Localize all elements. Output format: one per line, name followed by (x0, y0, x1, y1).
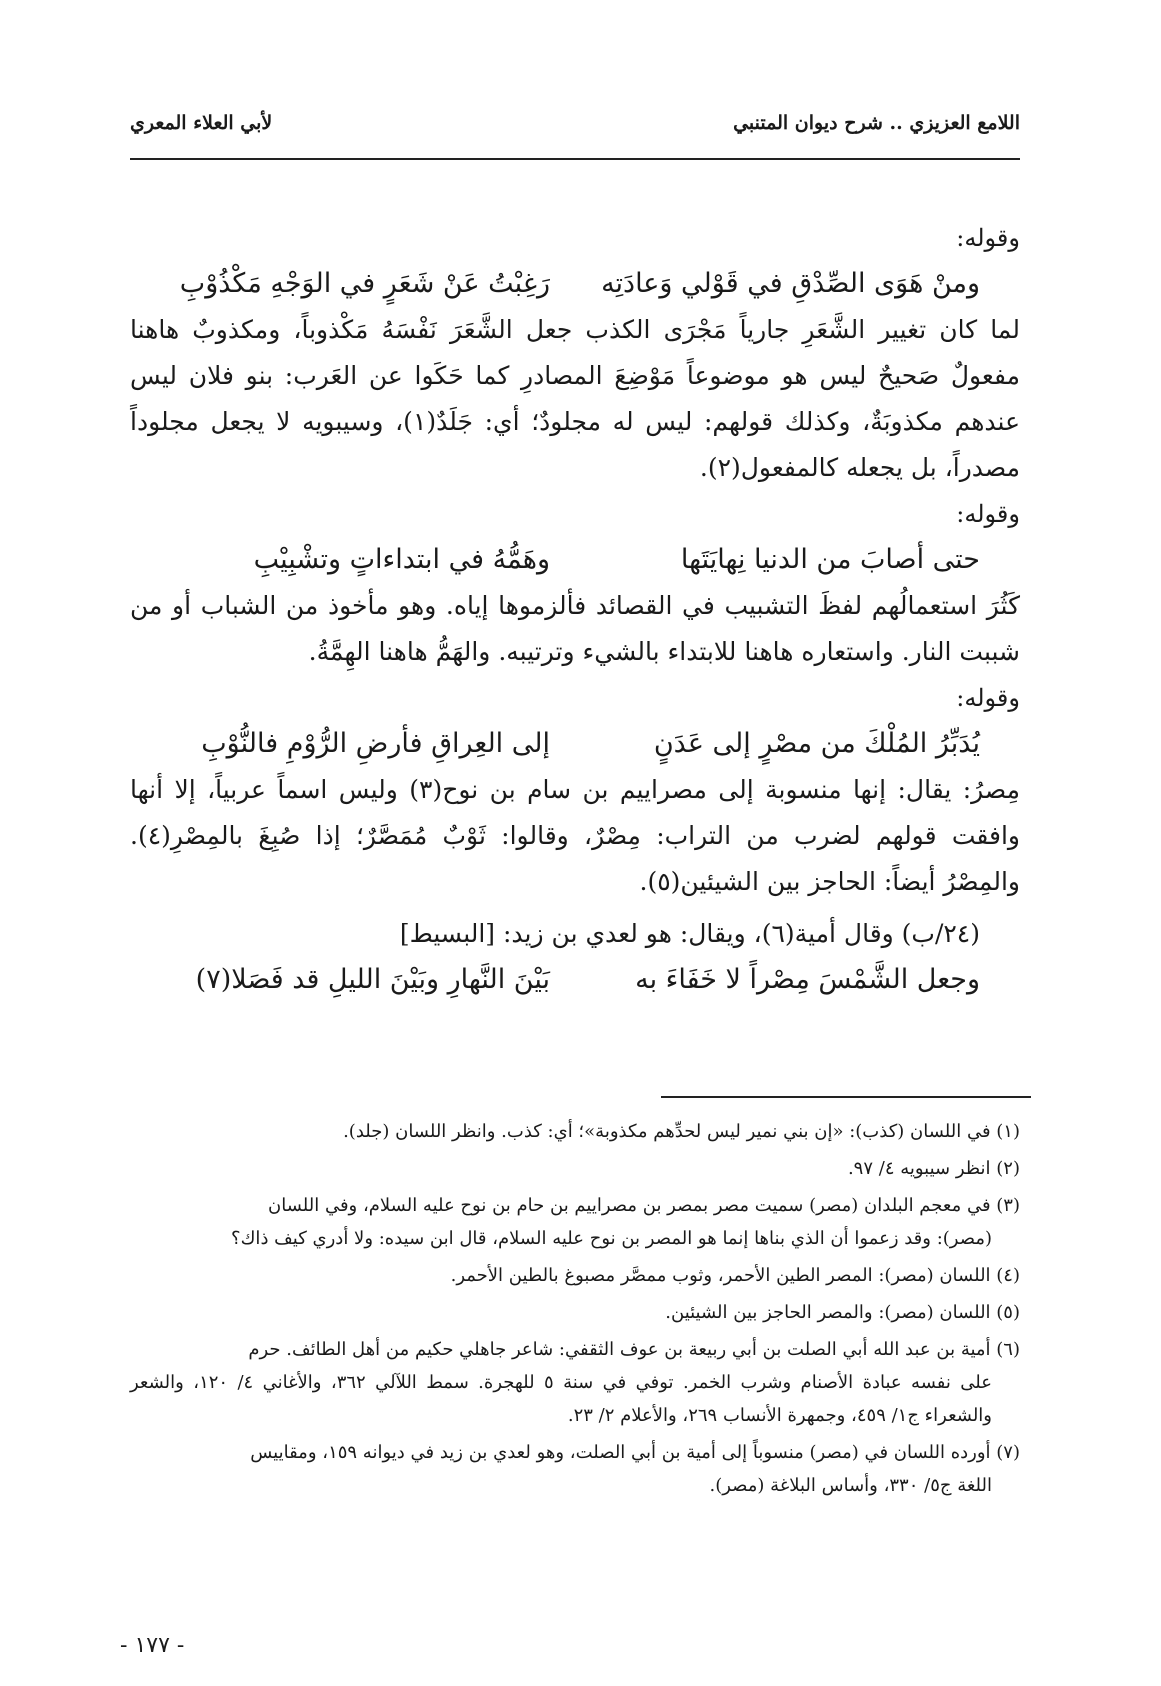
main-text (130, 215, 1020, 1003)
page-number: - ١٧٧ - (120, 1633, 185, 1658)
commentary-3: مِصرُ: يقال: إنها منسوبة إلى مصراييم بن سام بن نوح(٣) وليس اسماً عربياً، إلا أنها وافقت قولهم لضرب من التراب: مِصْرٌ، وقالوا: ثَوْبٌ مُمَصَّرٌ؛ إذا صُبِغَ بالمِصْرِ(٤). والمِصْرُ أيضاً: الحاجز بين الشيئين(٥). (130, 775, 1020, 896)
book-title: اللامع العزيزي .. شرح ديوان المتنبي (733, 112, 1020, 134)
footnote-6-text: (٦) أمية بن عبد الله أبي الصلت بن أبي ربيعة بن عوف الثقفي: شاعر جاهلي حكيم من أهل الطائف. حرم (248, 1339, 1020, 1360)
verse-4-second-hemistich: بَيْنَ النَّهارِ وبَيْنَ الليلِ قد فَصَلا(٧) (195, 964, 550, 995)
footnote-5 (130, 1296, 1020, 1329)
page-header (130, 112, 1020, 152)
verse-1-second-hemistich: رَغِبْتُ عَنْ شَعَرٍ في الوَجْهِ مَكْذُوْبِ (179, 268, 550, 299)
footnote-4-text: (٤) اللسان (مصر): المصر الطين الأحمر، وثوب ممصَّر مصبوغ بالطين الأحمر. (450, 1265, 1020, 1286)
header-divider (130, 158, 1020, 160)
verse-1 (130, 261, 980, 307)
footnote-7 (130, 1436, 1020, 1502)
footnote-3-continuation: (مصر): وقد زعموا أن الذي بناها إنما هو المصر بن نوح عليه السلام، قال ابن سيده: ولا أدري كيف ذاك؟ (231, 1228, 992, 1249)
footnotes (130, 1115, 1020, 1506)
commentary-2: كَثُرَ استعمالُهم لفظَ التشبيب في القصائد فألزموها إياه. وهو مأخوذ من الشباب أو من شببت النار. واستعاره هاهنا للابتداء بالشيء وترتيبه. والهَمُّ هاهنا الهِمَّةُ. (130, 591, 1020, 666)
footnote-1 (130, 1115, 1020, 1148)
footnote-3-text: (٣) في معجم البلدان (مصر) سميت مصر بمصر بن مصراييم بن حام بن نوح عليه السلام، وفي اللسان (268, 1195, 1020, 1216)
footnote-1-text: (١) في اللسان (كذب): «إن بني نمير ليس لحدِّهم مكذوبة»؛ أي: كذب. وانظر اللسان (جلد). (343, 1121, 1020, 1142)
footnote-6 (130, 1333, 1020, 1432)
verse-1-first-hemistich: ومنْ هَوَى الصِّدْقِ في قَوْلي وَعادَتِه (601, 268, 980, 299)
verse-3-second-hemistich: إلى العِراقِ فأرضِ الرُّوْمِ فالنُّوْبِ (201, 728, 550, 759)
footnote-7-continuation: اللغة ج٥/ ٣٣٠، وأساس البلاغة (مصر). (709, 1475, 992, 1496)
footnote-5-text: (٥) اللسان (مصر): والمصر الحاجز بين الشيئين. (665, 1302, 1020, 1323)
qawl-label-3: وقوله: (956, 684, 1020, 712)
verse-2 (130, 537, 980, 583)
footnote-2-text: (٢) انظر سيبويه ٤/ ٩٧. (847, 1158, 1020, 1179)
verse-2-first-hemistich: حتى أصابَ من الدنيا نِهايَتَها (680, 544, 980, 575)
qawl-label-1: وقوله: (956, 224, 1020, 252)
verse-4 (130, 957, 980, 1003)
verse-4-first-hemistich: وجعل الشَّمْسَ مِصْراً لا خَفَاءَ به (635, 964, 980, 995)
footnote-7-text: (٧) أورده اللسان في (مصر) منسوباً إلى أمية بن أبي الصلت، وهو لعدي بن زيد في ديوانه ١٥٩، ومقاييس (250, 1442, 1020, 1463)
verse-2-second-hemistich: وهَمُّهُ في ابتداءاتٍ وتشْبِيْبِ (253, 544, 550, 575)
author-name: لأبي العلاء المعري (130, 112, 273, 134)
verse-3-first-hemistich: يُدَبِّرُ المُلْكَ من مصْرٍ إلى عَدَنٍ (653, 728, 980, 759)
verse-3 (130, 721, 980, 767)
commentary-1: لما كان تغيير الشَّعَرِ جارياً مَجْرَى الكذب جعل الشَّعَرَ نَفْسَهُ مَكْذوباً، ومكذوبٌ هاهنا مفعولٌ صَحيحٌ ليس هو موضوعاً مَوْضِعَ المصادرِ كما حَكَوا عن العَرب: بنو فلان ليس عندهم مكذوبَةٌ، وكذلك قولهم: ليس له مجلودٌ؛ أي: جَلَدٌ(١)، وسيبويه لا يجعل مجلوداً مصدراً، بل يجعله كالمفعول(٢). (130, 315, 1020, 482)
footnote-3 (130, 1189, 1020, 1255)
footnote-2 (130, 1152, 1020, 1185)
qawl-label-2: وقوله: (956, 500, 1020, 528)
footnote-4 (130, 1259, 1020, 1292)
meter-line: (٢٤/ب) وقال أمية(٦)، ويقال: هو لعدي بن زيد: [البسيط] (399, 919, 980, 948)
footnote-6-continuation: على نفسه عبادة الأصنام وشرب الخمر. توفي في سنة ٥ للهجرة. سمط اللآلي ٣٦٢، والأغاني ٤/ ١٢٠، والشعر والشعراء ج١/ ٤٥٩، وجمهرة الأنساب ٢٦٩، والأعلام ٢/ ٢٣. (130, 1372, 992, 1426)
footnote-divider (661, 1096, 1031, 1098)
